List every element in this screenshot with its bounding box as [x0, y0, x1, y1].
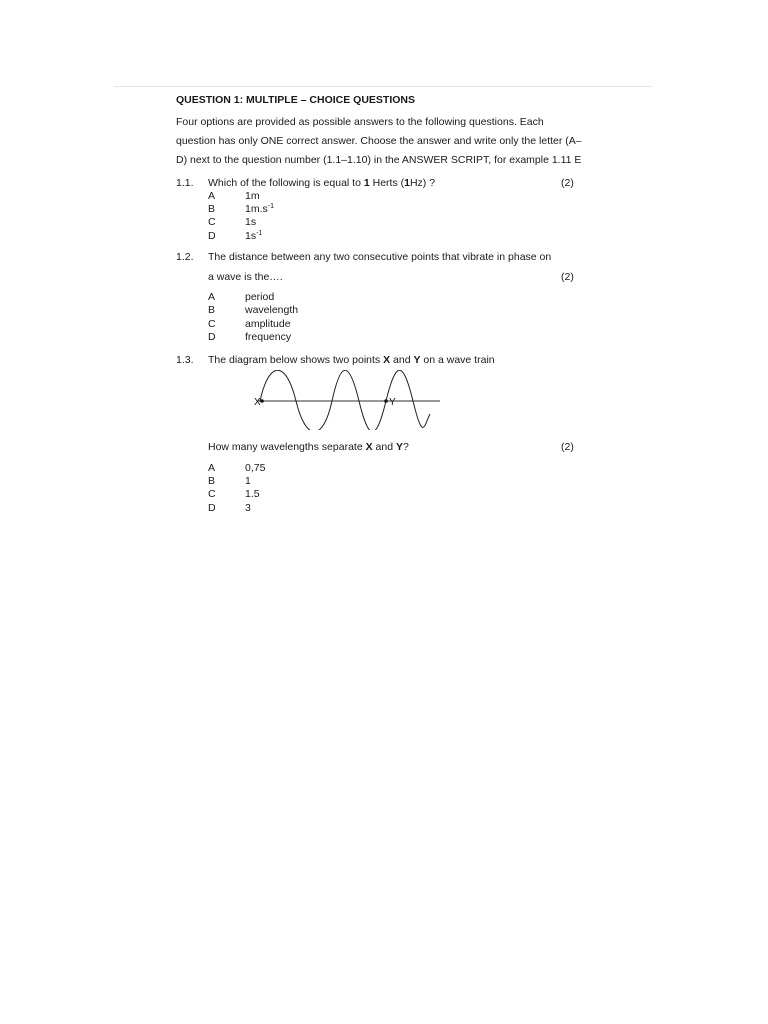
option-text-c: amplitude [245, 318, 291, 330]
option-text-b: 1 [245, 475, 251, 487]
option-letter-d: D [208, 331, 216, 343]
option-letter-c: C [208, 488, 216, 500]
instructions-line-1: Four options are provided as possible answers to the following questions. Each [176, 116, 544, 128]
option-text-a: 0,75 [245, 462, 266, 474]
option-letter-a: A [208, 462, 216, 474]
point-x-marker [260, 399, 264, 403]
question-text-line-1: The distance between any two consecutive points that vibrate in phase on [208, 251, 552, 263]
option-text-d: 3 [245, 502, 251, 514]
wave-train-diagram [250, 370, 440, 430]
option-letter-d: D [208, 502, 216, 514]
option-text-b: wavelength [245, 304, 299, 316]
option-letter-d: D [208, 230, 216, 242]
option-text-d: frequency [245, 331, 292, 343]
question-text: Which of the following is equal to 1 Herts (1Hz) ? [208, 177, 436, 189]
section-heading: QUESTION 1: MULTIPLE – CHOICE QUESTIONS [176, 94, 415, 106]
option-letter-b: B [208, 475, 216, 487]
option-letter-c: C [208, 318, 216, 330]
question-marks: (2) [561, 441, 574, 453]
question-prompt: How many wavelengths separate X and Y? [208, 441, 409, 453]
option-text-d: $1s^{-1}$ [245, 230, 263, 242]
question-text: The diagram below shows two points X and Y on a wave train [208, 354, 495, 366]
option-letter-a: A [208, 190, 216, 202]
option-text-a: period [245, 291, 275, 303]
option-text-a: 1m [245, 190, 260, 202]
question-text-line-2: a wave is the…. [208, 271, 283, 283]
page-top-rule [114, 86, 652, 87]
instructions-line-3: D) next to the question number (1.1–1.10) in the ANSWER SCRIPT, for example 1.11 E [176, 154, 582, 166]
option-letter-a: A [208, 291, 216, 303]
question-marks: (2) [561, 177, 574, 189]
option-text-c: 1s [245, 216, 257, 228]
option-letter-c: C [208, 216, 216, 228]
point-y-label: Y [389, 397, 396, 408]
question-number: 1.2. [176, 251, 194, 263]
option-letter-b: B [208, 203, 216, 215]
instructions [176, 113, 582, 170]
question-number: 1.1. [176, 177, 194, 189]
question-marks: (2) [561, 271, 574, 283]
wave-curve [260, 370, 430, 430]
option-text-c: 1.5 [245, 488, 260, 500]
option-text-b: $1m.s^{-1}$ [245, 203, 274, 215]
instructions-line-2: question has only ONE correct answer. Choose the answer and write only the letter (A– [176, 135, 582, 147]
option-letter-b: B [208, 304, 216, 316]
point-y-marker [384, 399, 388, 403]
point-x-label: X [254, 397, 261, 408]
question-number: 1.3. [176, 354, 194, 366]
